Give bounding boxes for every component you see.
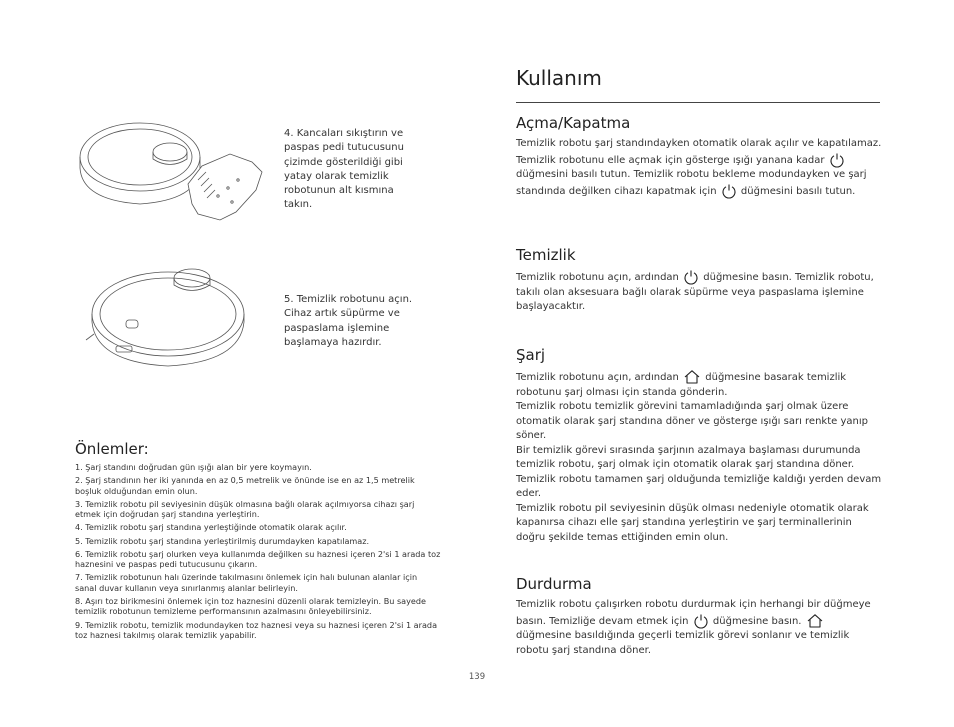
list-item: 6. Temizlik robotu şarj olurken veya kullanımda değilken su haznesi içeren 2'si 1 arada toz haznesini ve paspas pedi tutucusunu çıkarın. [75,548,441,570]
cleaning-paragraph [516,269,882,315]
robot-mop-holder-illustration [70,112,270,232]
stop-text-b: düğmesine basın. [712,615,802,627]
list-item: 5. Temizlik robotu şarj standına yerleştirilmiş durumdayken kapatılamaz. [75,535,370,546]
section-title-cleaning: Temizlik [516,246,576,264]
charging-paragraph-4: Temizlik robotu pil seviyesinin düşük olması nedeniyle otomatik olarak kapanırsa cihazı elle şarj standına yerleştirin ve şarj terminallerinin doğru şekilde temas ettiğinden emin olun. [516,502,869,543]
list-item: 9. Temizlik robotu, temizlik modundayken toz haznesi veya su haznesi içeren 2'si 1 arada toz haznesi takılmış olarak temizlik yapabilir. [75,619,438,641]
page-number: 139 [468,672,486,682]
title-divider [516,102,880,103]
stop-paragraph [516,598,882,658]
list-item: 3. Temizlik robotu pil seviyesinin düşük olmasına bağlı olarak açılmıyorsa cihazı şarj etmek için doğrudan şarj standına yerleştirin. [75,498,415,520]
list-item: 8. Aşırı toz birikmesini önlemek için toz haznesini düzenli olarak temizleyin. Bu sayede temizlik robotunun temizleme performansının azalmasını önleyebilirsiniz. [75,596,427,617]
illustration-caption-step-5: 5. Temizlik robotunu açın. Cihaz artık süpürme ve paspaslama işlemine başlamaya hazırdır. [284,294,413,348]
section-body-stop [516,598,882,658]
power-icon [693,613,709,629]
list-item: 2. Şarj standının her iki yanında en az 0,5 metrelik ve önünde ise en az 1,5 metrelik boşluk olduğundan emin olun. [75,475,415,496]
list-item: 7. Temizlik robotunun halı üzerinde takılmasını önlemek için halı bulunan alanlar için sanal duvar kullanın veya sınırlanmış alanlar belirleyin. [75,572,418,593]
charging-paragraph-1 [516,369,882,400]
charging-paragraph-2: Temizlik robotu temizlik görevini tamamladığında şarj olmak üzere otomatik olarak şarj standına döner ve gösterge ışığı sarı renkte yanıp söner. [516,401,868,441]
section-title-charging: Şarj [516,346,546,364]
power-icon [829,152,845,168]
page-title: Kullanım [516,66,602,90]
power-text-b: düğmesini basılı tutun. Temizlik robotu bekleme modundayken ve şarj standında değilken cihazı kapatmak için [516,169,867,197]
robot-top-illustration [86,262,256,372]
section-title-power: Açma/Kapatma [516,114,631,132]
power-text-a: Temizlik robotunu elle açmak için gösterge ışığı yanana kadar [516,154,825,166]
power-text-c: düğmesini basılı tutun. [740,185,856,197]
precautions-list [75,462,441,643]
section-title-stop: Durdurma [516,575,592,593]
section-body-cleaning [516,269,882,315]
list-item: 4. Temizlik robotu şarj standına yerleştiğinde otomatik olarak açılır. [75,522,347,533]
power-icon [721,183,737,199]
power-paragraph-1: Temizlik robotu şarj standındayken otomatik olarak açılır ve kapatılamaz. [516,138,882,149]
precautions-title: Önlemler: [75,440,149,458]
section-body-power [516,137,882,199]
charging-text-a: Temizlik robotunu açın, ardından [516,372,679,383]
stop-text-c: düğmesine basıldığında geçerli temizlik görevi sonlanır ve temizlik robotu şarj standına döner. [516,630,850,656]
cleaning-text-a: Temizlik robotunu açın, ardından [516,272,679,283]
section-body-charging [516,369,882,545]
list-item: 1. Şarj standını doğrudan gün ışığı alan bir yere koymayın. [75,462,312,472]
power-paragraph-2 [516,152,882,200]
cleaning-text-b: düğmesine basın. Temizlik robotu, takılı olan aksesuara bağlı olarak süpürme veya paspaslama işlemine başlayacaktır. [516,272,874,312]
charging-paragraph-3: Bir temizlik görevi sırasında şarjının azalmaya başlaması durumunda temizlik robotu, şarj olmak için otomatik olarak şarj standına döner. Temizlik robotu tamamen şarj olduğunda temizliğe kaldığı yerden devam eder. [516,444,882,499]
stop-text-a: Temizlik robotu çalışırken robotu durdurmak için herhangi bir düğmeye basın. Temizliğe devam etmek için [516,599,871,627]
charging-text-b: düğmesine basarak temizlik robotunu şarj olması için standa gönderin. [516,372,847,398]
illustration-caption-step-4: 4. Kancaları sıkıştırın ve paspas pedi tutucusunu çizimde gösterildiği gibi yatay olarak temizlik robotunun alt kısmına takın. [284,128,404,211]
power-icon [683,269,699,285]
home-icon [806,613,824,629]
home-icon [683,369,701,385]
